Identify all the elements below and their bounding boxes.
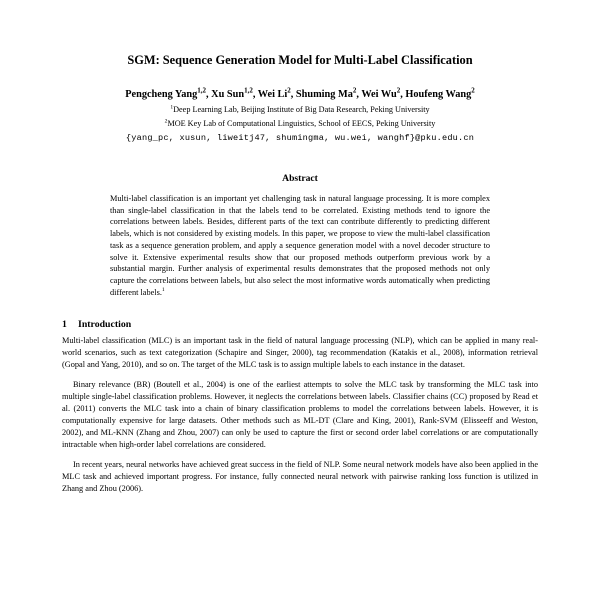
- author-affil-marker: 2: [396, 86, 401, 95]
- author-name: Houfeng Wang: [405, 89, 472, 101]
- affiliation-marker: 1: [170, 104, 174, 111]
- abstract-text: [110, 193, 490, 299]
- author-name: Pengcheng Yang: [125, 89, 198, 101]
- section-title: Introduction: [78, 318, 132, 330]
- author-emails: {yang_pc, xusun, liweitj47, shumingma, wu.wei, wanghf}@pku.edu.cn: [125, 132, 475, 143]
- section-number: 1: [62, 318, 67, 330]
- author-name: Wei Wu: [361, 89, 397, 101]
- paragraph: Multi-label classification (MLC) is an important task in the field of natural language processing (NLP), which can be applied in many real-world scenarios, such as text categorization (Schapire and Singer, 2000), tag recommendation (Katakis et al., 2008), information retrieval (Gopal and Yang, 2010), and so on. The target of the MLC task is to assign multiple labels to each instance in the dataset.: [62, 335, 538, 369]
- author-name: Xu Sun: [211, 89, 245, 101]
- affiliation-line: [62, 118, 538, 130]
- author-name: Shuming Ma: [295, 89, 353, 101]
- section-heading-introduction: [62, 319, 538, 330]
- paragraph: In recent years, neural networks have achieved great success in the field of NLP. Some neural network models have also been applied in the MLC task and achieved important progress. For instance, fully connected neural network with pairwise ranking loss function is utilized in Zhang and Zhou (2006).: [62, 459, 538, 493]
- author-affil-marker: 2: [352, 86, 357, 95]
- abstract-body-text: Multi-label classification is an important yet challenging task in natural language processing. It is more complex than single-label classification in that the labels tend to be correlated. Existing methods tend to ignore the correlations between labels. Besides, different parts of the text can contribute differently to predicting different labels, which is not considered by existing models. In this paper, we propose to view the multi-label classification task as a sequence generation problem, and apply a sequence generation model with a novel decoder structure to solve it. Extensive experimental results show that our proposed methods outperform previous work by a substantial margin. Further analysis of experimental results demonstrates that the proposed methods not only capture the correlations between labels, but also select the most informative words automatically when predicting different labels.: [110, 193, 490, 298]
- author-name: Wei Li: [257, 89, 288, 101]
- author-affil-marker: 2: [471, 86, 475, 95]
- paragraph: Binary relevance (BR) (Boutell et al., 2004) is one of the earliest attempts to solve the MLC task by transforming the MLC task into multiple single-label classification problems. However, it neglects the correlations between labels. Classifier chains (CC) proposed by Read et al. (2011) converts the MLC task into a chain of binary classification problems to model the correlations between labels. However, it is computationally expensive for large datasets. Other methods such as ML-DT (Clare and King, 2001), Rank-SVM (Elisseeff and Weston, 2002), and ML-KNN (Zhang and Zhou, 2007) can only be used to capture the first or second order label correlations or are computationally intractable when high-order label correlations are considered.: [62, 379, 538, 449]
- affiliation-line: [62, 104, 538, 116]
- author-affil-marker: 1,2: [197, 86, 206, 95]
- affiliation-marker: 2: [164, 118, 168, 125]
- author-affil-marker: 2: [287, 86, 291, 95]
- abstract-heading: Abstract: [282, 172, 318, 184]
- author-affil-marker: 1,2: [244, 86, 253, 95]
- abstract-footnote-marker: 1: [161, 287, 165, 294]
- affiliation-text: Deep Learning Lab, Beijing Institute of Big Data Research, Peking University: [173, 105, 430, 115]
- author-list: Pengcheng Yang$^{1,2}$, Xu Sun$^{1,2}$, Wei Li$^2$, Shuming Ma$^2$, Wei Wu$^2$, Houfeng Wang$^2$: [125, 86, 475, 101]
- affiliation-text: MOE Key Lab of Computational Linguistics, School of EECS, Peking University: [167, 118, 436, 128]
- page-title: SGM: Sequence Generation Model for Multi-Label Classification: [127, 53, 473, 67]
